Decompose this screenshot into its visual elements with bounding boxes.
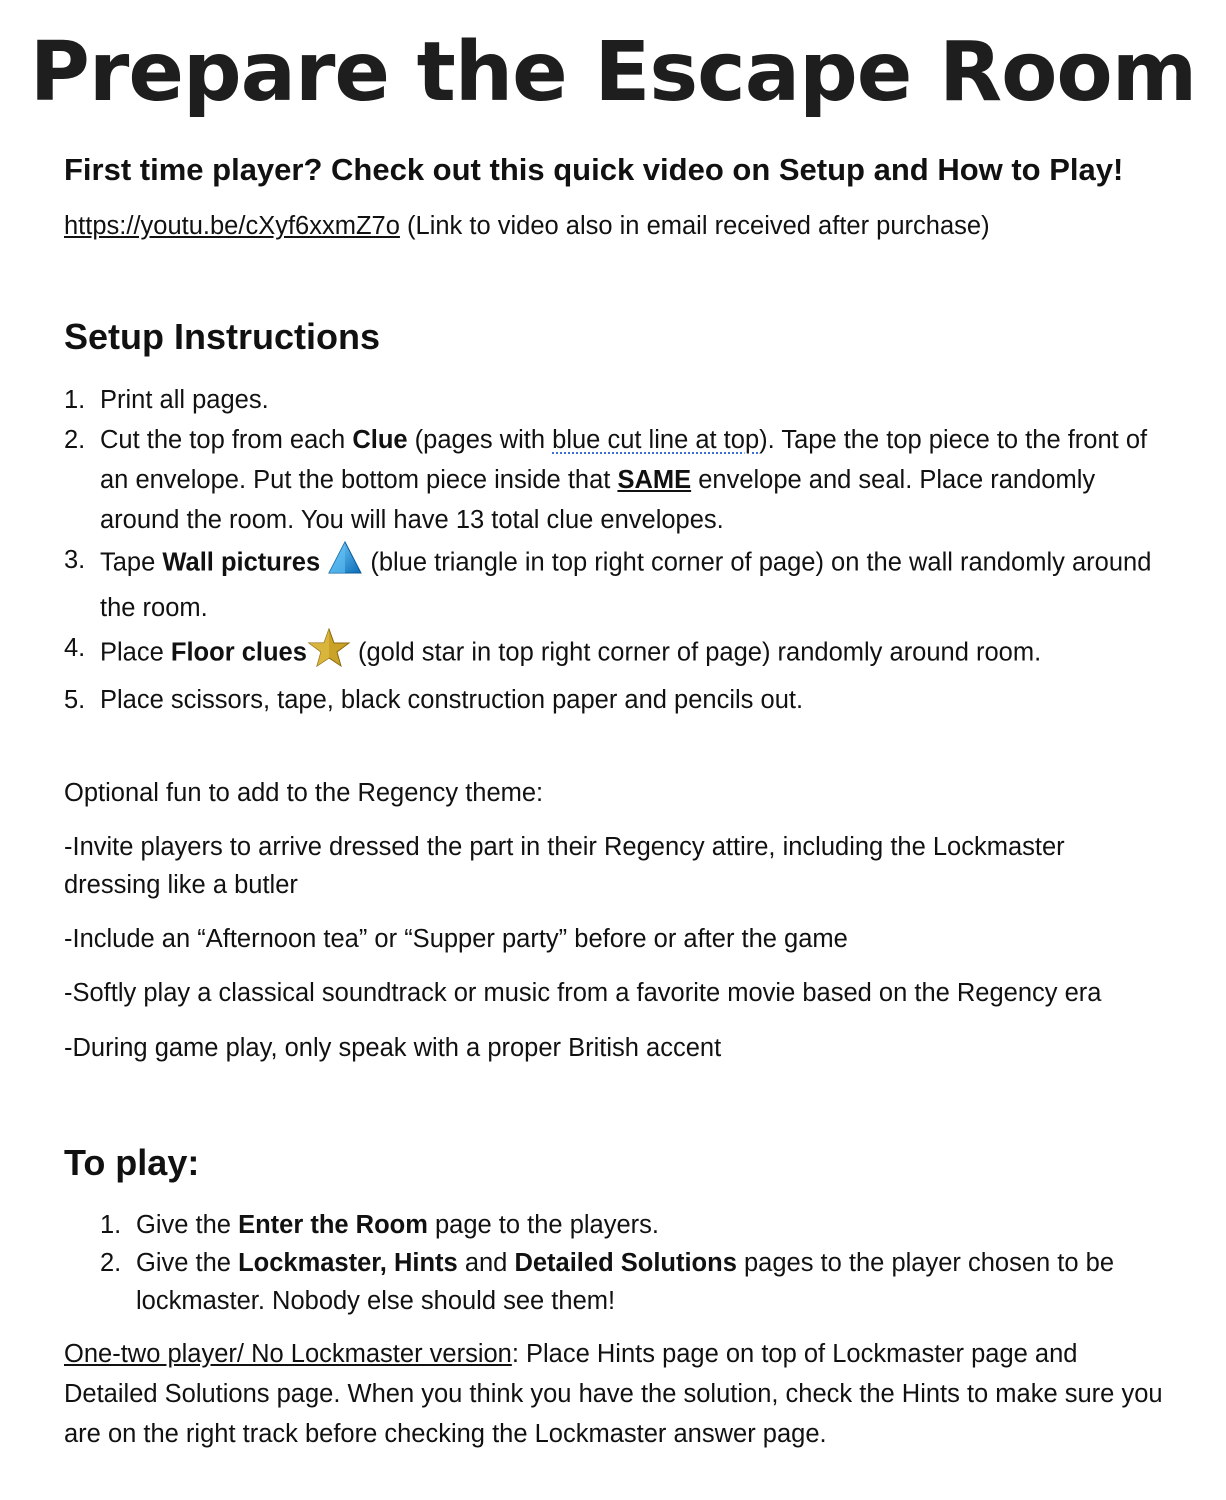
same-term: SAME (617, 466, 692, 494)
blue-cut-line-text: blue cut line at top (552, 426, 760, 454)
play-heading: To play: (64, 1142, 200, 1183)
clue-term: Clue (352, 426, 408, 454)
wall-pictures-term: Wall pictures (162, 548, 321, 577)
optional-item: -During game play, only speak with a proper British accent (64, 1034, 722, 1062)
setup-heading: Setup Instructions (64, 316, 381, 357)
blue-triangle-icon (327, 540, 363, 588)
list-item: 1. Print all pages. (64, 386, 269, 414)
optional-intro: Optional fun to add to the Regency theme: (64, 779, 544, 807)
list-item: 1. Give the Enter the Room page to the players. (100, 1211, 659, 1239)
video-callout: First time player? Check out this quick video on Setup and How to Play! (64, 152, 1124, 187)
list-item: 4. Place Floor clues (gold star in top right corner of page) randomly around room. (64, 628, 1174, 680)
optional-item: -Invite players to arrive dressed the part in their Regency attire, including the Lockmaster dressing like a butler (64, 833, 1065, 899)
list-item: 2. Give the Lockmaster, Hints and Detailed Solutions pages to the player chosen to be lockmaster. Nobody else should see them! (100, 1249, 1115, 1315)
optional-item: -Softly play a classical soundtrack or music from a favorite movie based on the Regency era (64, 979, 1102, 1007)
play-list (100, 1206, 1150, 1320)
video-link-line (64, 212, 990, 241)
gold-star-icon (307, 628, 351, 680)
one-two-player-paragraph: One-two player/ No Lockmaster version: Place Hints page on top of Lockmaster page and Detailed Solutions page. When you think you have the solution, check the Hints to make sure you are on the right track before checking the Lockmaster answer page. (64, 1340, 1163, 1448)
list-item: 3. Tape Wall pictures (blue triangle in top right corner of page) on the wall randomly around the room. (64, 540, 1174, 628)
optional-item: -Include an “Afternoon tea” or “Supper party” before or after the game (64, 925, 848, 953)
video-note: (Link to video also in email received after purchase) (407, 212, 990, 240)
video-link[interactable]: https://youtu.be/cXyf6xxmZ7o (64, 212, 400, 240)
lockmaster-hints-term: Lockmaster, Hints (238, 1249, 458, 1277)
floor-clues-term: Floor clues (170, 638, 307, 667)
one-two-label: One-two player/ No Lockmaster version (64, 1340, 512, 1368)
setup-list (64, 380, 1174, 720)
list-item: 5. Place scissors, tape, black construction paper and pencils out. (64, 686, 804, 714)
detailed-solutions-term: Detailed Solutions (514, 1249, 737, 1277)
enter-room-term: Enter the Room (238, 1211, 428, 1239)
list-item: 2. Cut the top from each Clue (pages with blue cut line at top). Tape the top piece to the front of an envelope. Put the bottom piece inside that SAME envelope and seal. Place randomly around the room. You will have 13 total clue envelopes. (64, 426, 1148, 534)
page-title: Prepare the Escape Room (29, 25, 1197, 120)
